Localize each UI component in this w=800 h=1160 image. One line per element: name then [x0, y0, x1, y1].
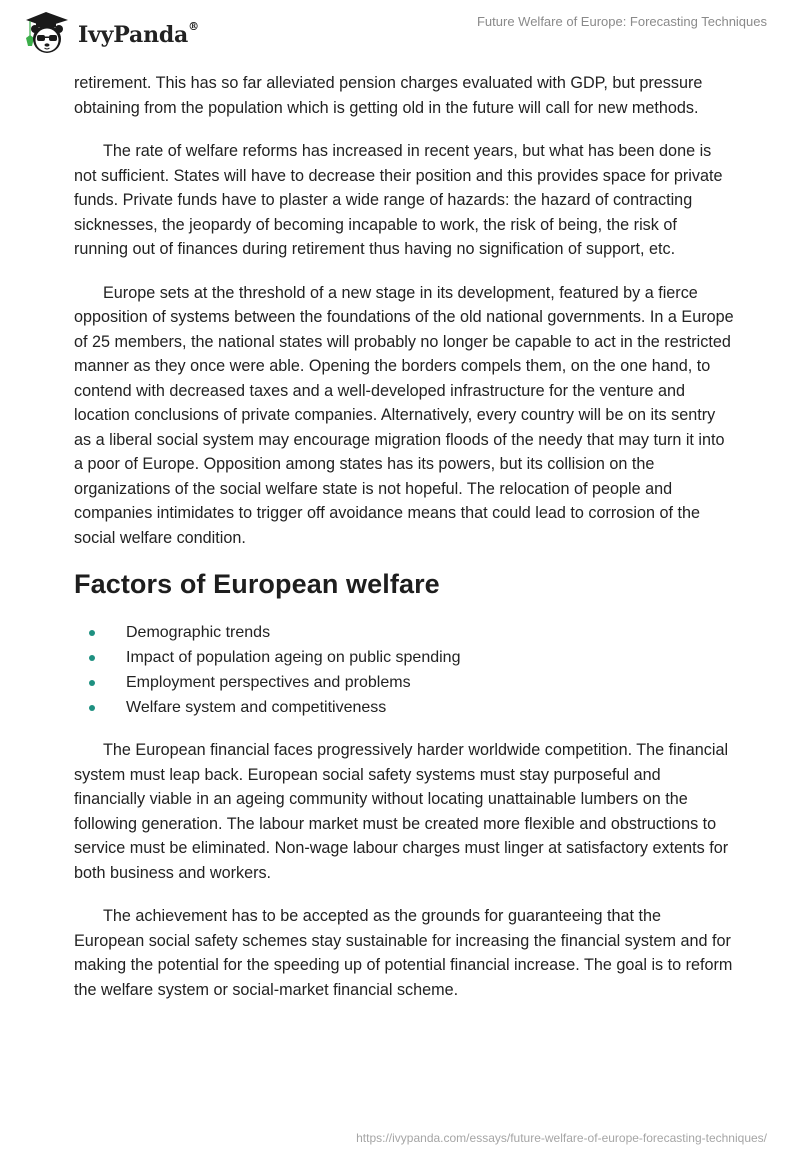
list-item: Welfare system and competitiveness: [74, 695, 734, 720]
registered-mark: ®: [188, 19, 199, 33]
bullet-icon: [89, 630, 95, 636]
section-heading: Factors of European welfare: [74, 569, 440, 599]
brand-logo[interactable]: [18, 8, 199, 61]
brand-name: IvyPanda®: [78, 19, 199, 48]
essay-content: [74, 71, 734, 1021]
list-item: Demographic trends: [74, 620, 734, 645]
list-item: Employment perspectives and problems: [74, 670, 734, 695]
bullet-icon: [89, 705, 95, 711]
page-header: [0, 0, 800, 60]
paragraph: Europe sets at the threshold of a new stage in its development, featured by a fierce opposition of systems between the foundations of the old national governments. In a Europe of 25 members, the national states will probably no longer be capable to act in the restricted manner as they once were able. Opening the borders compels them, on the one hand, to contend with decreased taxes and a well-developed infrastructure for the venture and location conclusions of private companies. Alternatively, every country will be on its sentry as a liberal social system may encourage migration floods of the needy that may turn it into a poor of Europe. Opposition among states has its powers, but its collision on the organizations of the social welfare state is not hopeful. The relocation of people and companies intimidates to trigger off avoidance means that could lead to corrosion of the social welfare condition.: [74, 283, 734, 547]
list-item: Impact of population ageing on public spending: [74, 645, 734, 670]
panda-graduate-logo-icon: [18, 8, 74, 61]
bullet-icon: [89, 655, 95, 661]
paragraph: retirement. This has so far alleviated pension charges evaluated with GDP, but pressure obtaining from the population which is getting old in the future will call for new methods.: [74, 74, 703, 117]
bullet-icon: [89, 680, 95, 686]
paragraph: The European financial faces progressively harder worldwide competition. The financial system must leap back. European social safety systems must stay purposeful and financially viable in an ageing community without locating unattainable lumbers on the following generation. The labour market must be created more flexible and obstructions to service must be eliminated. Non-wage labour charges must linger at satisfactory extents for both business and workers.: [74, 741, 729, 882]
source-url[interactable]: https://ivypanda.com/essays/future-welfare-of-europe-forecasting-techniques/: [356, 1131, 767, 1145]
paragraph: The achievement has to be accepted as the grounds for guaranteeing that the European social safety schemes stay sustainable for increasing the financial system and for making the potential for the speeding up of potential financial increase. The goal is to reform the welfare system or social-market financial scheme.: [74, 907, 733, 999]
factors-list: [74, 620, 734, 720]
paragraph: The rate of welfare reforms has increased in recent years, but what has been done is not sufficient. States will have to decrease their position and this provides space for private funds. Private funds have to plaster a wide range of hazards: the hazard of contracting sicknesses, the jeopardy of becoming incapable to work, the risk of being, the risk of running out of finances during retirement thus having no signification of support, etc.: [74, 142, 723, 258]
document-title: Future Welfare of Europe: Forecasting Techniques: [476, 14, 767, 29]
